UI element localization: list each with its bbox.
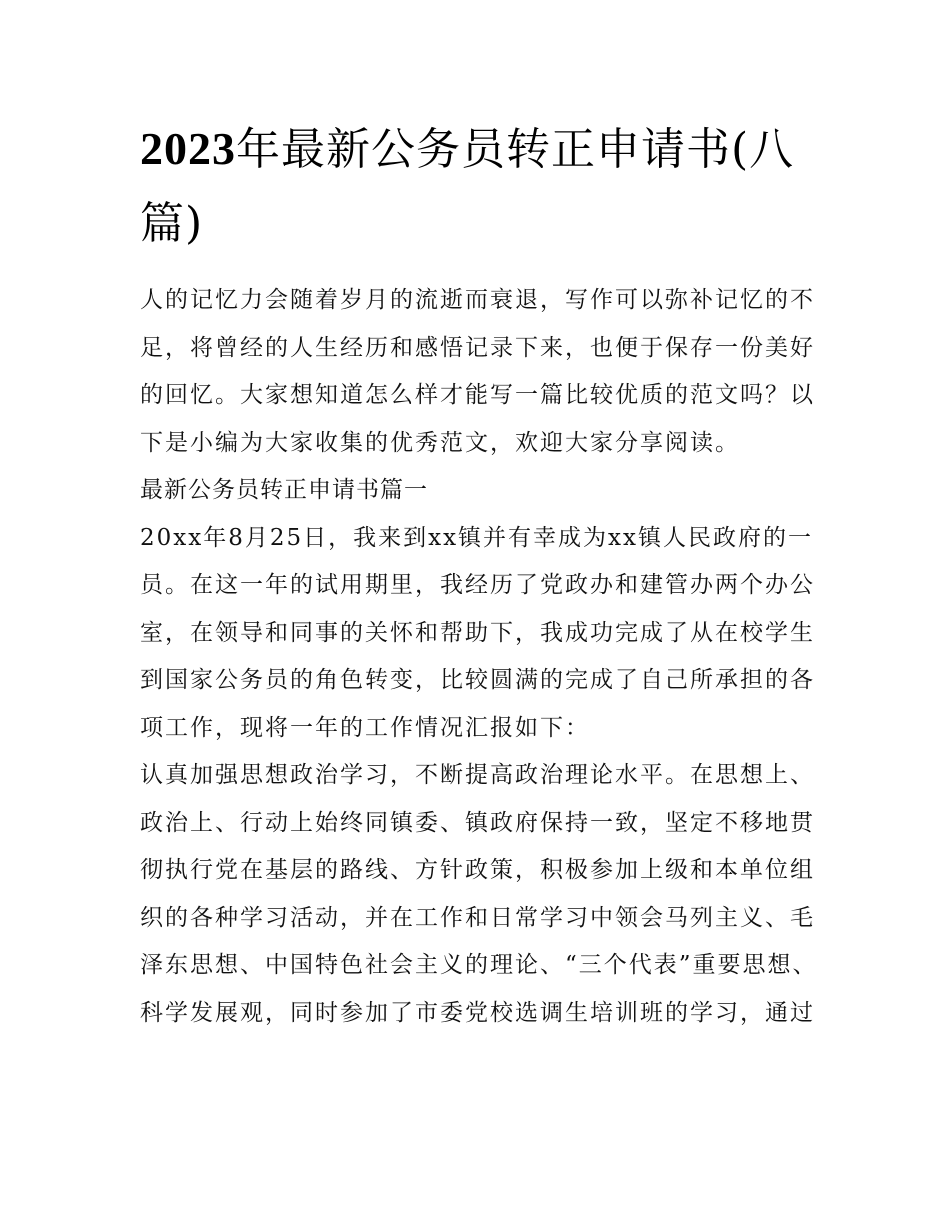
body-paragraph: 20xx年8月25日，我来到xx镇并有幸成为xx镇人民政府的一员。在这一年的试用期里，我经历了党政办和建管办两个办公室，在领导和同事的关怀和帮助下，我成功完成了从在校学生到国家公务员的角色转变，比较圆满的完成了自己所承担的各项工作，现将一年的工作情况汇报如下：	[140, 524, 815, 741]
document-body	[140, 277, 830, 1037]
section-heading: 最新公务员转正申请书篇一	[140, 477, 428, 503]
title-year: 2023	[140, 123, 236, 174]
document-title	[140, 112, 820, 261]
body-paragraph: 认真加强思想政治学习，不断提高政治理论水平。在思想上、政治上、行动上始终同镇委、镇政府保持一致，坚定不移地贯彻执行党在基层的路线、方针政策，积极参加上级和本单位组织的各种学习活动，并在工作和日常学习中领会马列主义、毛泽东思想、中国特色社会主义的理论、“三个代表”重要思想、科学发展观，同时参加了市委党校选调生培训班的学习，通过	[140, 762, 818, 1026]
intro-paragraph: 人的记忆力会随着岁月的流逝而衰退，写作可以弥补记忆的不足，将曾经的人生经历和感悟记录下来，也便于保存一份美好的回忆。大家想知道怎么样才能写一篇比较优质的范文吗？以下是小编为大家收集的优秀范文，欢迎大家分享阅读。	[140, 287, 815, 456]
title-text: 年最新公务员转正申请书(八篇)	[140, 124, 795, 249]
